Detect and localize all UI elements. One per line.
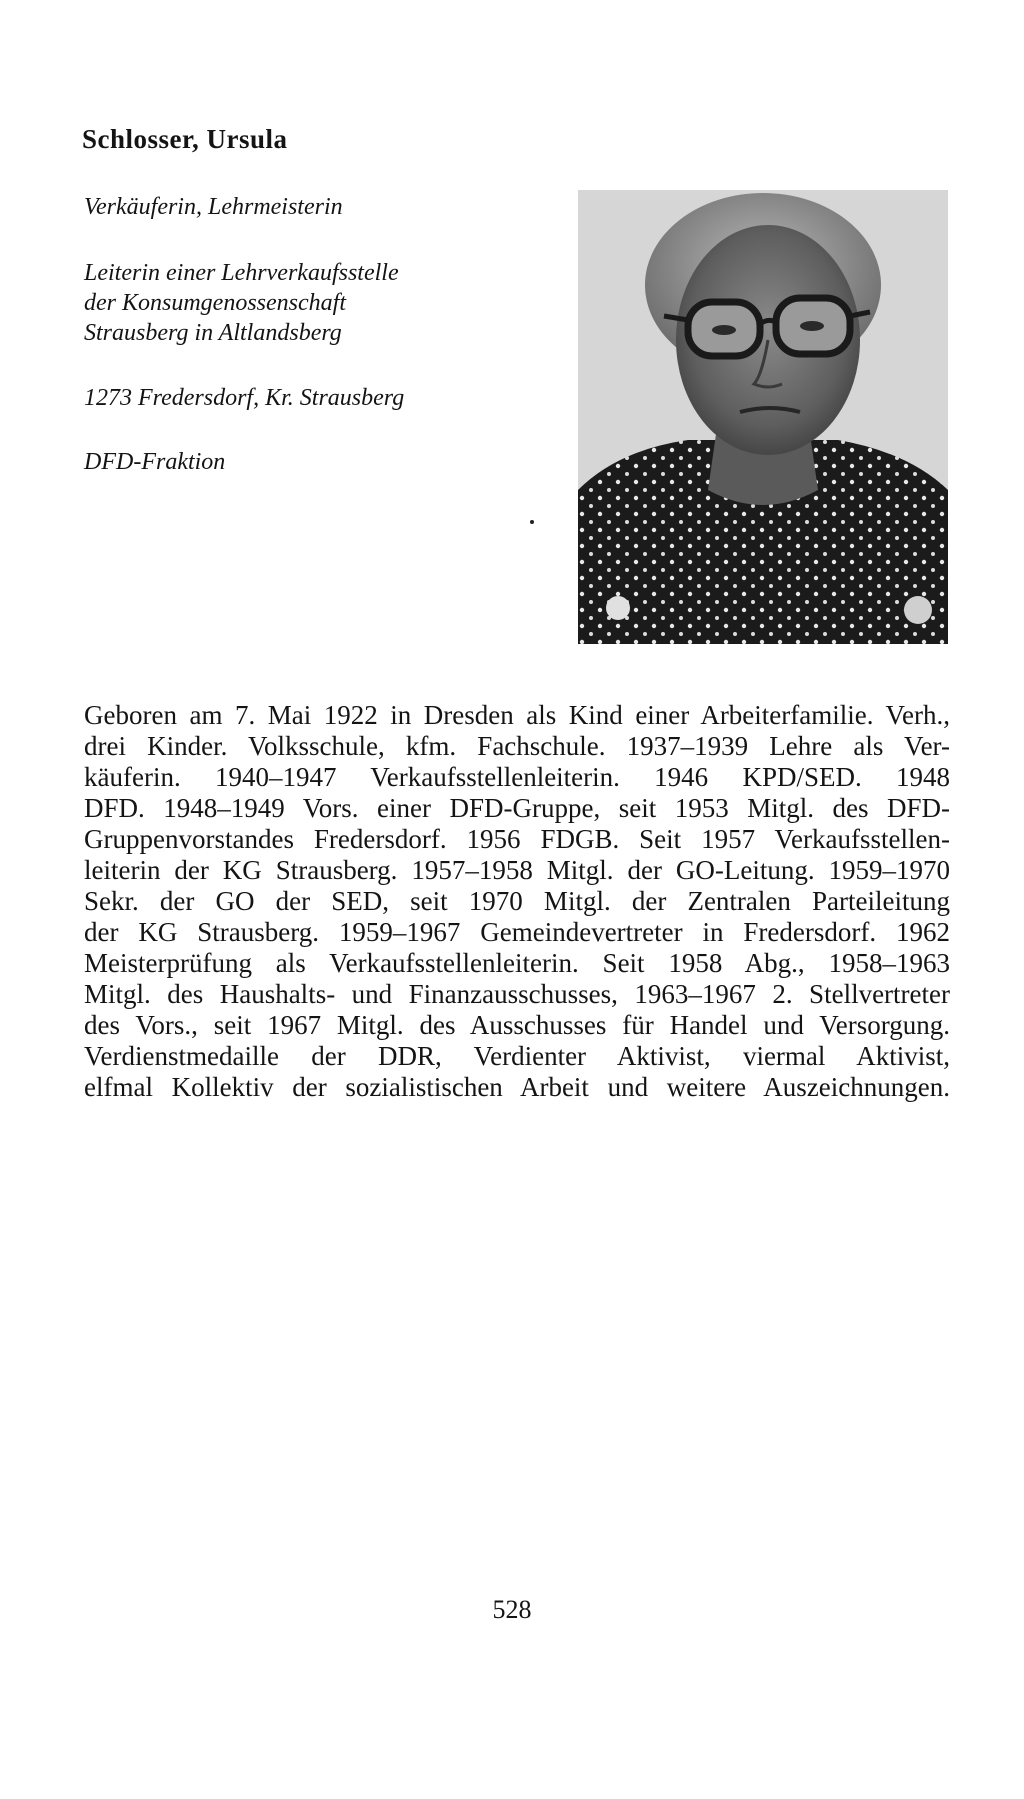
print-speck [530, 520, 534, 524]
position-block [84, 258, 399, 348]
position-line: der Konsumgenossenschaft [84, 290, 346, 316]
address [84, 383, 404, 413]
biography-line: Geboren am 7. Mai 1922 in Dresden als Kind einer Arbeiterfamilie. Verh., [84, 700, 950, 730]
occupation [84, 192, 343, 222]
biography-line: Sekr. der GO der SED, seit 1970 Mitgl. der Zentralen Parteileitung [84, 886, 950, 916]
biography-line: elfmal Kollektiv der sozialistischen Arbeit und weitere Auszeichnungen. [84, 1072, 950, 1102]
page-number: 528 [492, 1595, 532, 1624]
person-name: Schlosser, Ursula [82, 124, 288, 154]
biography-line: des Vors., seit 1967 Mitgl. des Ausschusses für Handel und Versorgung. [84, 1010, 950, 1040]
position-line: Leiterin einer Lehrverkaufsstelle [84, 260, 399, 286]
biography-line: Verdienstmedaille der DDR, Verdienter Aktivist, viermal Aktivist, [84, 1041, 950, 1071]
biography-line: der KG Strausberg. 1959–1967 Gemeindevertreter in Fredersdorf. 1962 [84, 917, 950, 947]
occupation-text: Verkäuferin, Lehrmeisterin [84, 194, 343, 220]
faction [84, 447, 225, 477]
address-text: 1273 Fredersdorf, Kr. Strausberg [84, 385, 405, 411]
biography-line: drei Kinder. Volksschule, kfm. Fachschule. 1937–1939 Lehre als Ver- [84, 731, 950, 761]
biography-line: Mitgl. des Haushalts- und Finanzausschusses, 1963–1967 2. Stellvertreter [84, 979, 950, 1009]
portrait-photo-icon [578, 190, 948, 644]
biography-line: käuferin. 1940–1947 Verkaufsstellenleiterin. 1946 KPD/SED. 1948 [84, 762, 950, 792]
position-line: Strausberg in Altlandsberg [84, 320, 342, 346]
faction-text: DFD-Fraktion [84, 449, 226, 475]
biography-line: Meisterprüfung als Verkaufsstellenleiterin. Seit 1958 Abg., 1958–1963 [84, 948, 950, 978]
biography [84, 700, 950, 1103]
biography-line: DFD. 1948–1949 Vors. einer DFD-Gruppe, seit 1953 Mitgl. des DFD- [84, 793, 950, 823]
biography-line: leiterin der KG Strausberg. 1957–1958 Mitgl. der GO-Leitung. 1959–1970 [84, 855, 950, 885]
biography-line: Gruppenvorstandes Fredersdorf. 1956 FDGB. Seit 1957 Verkaufsstellen- [84, 824, 950, 854]
